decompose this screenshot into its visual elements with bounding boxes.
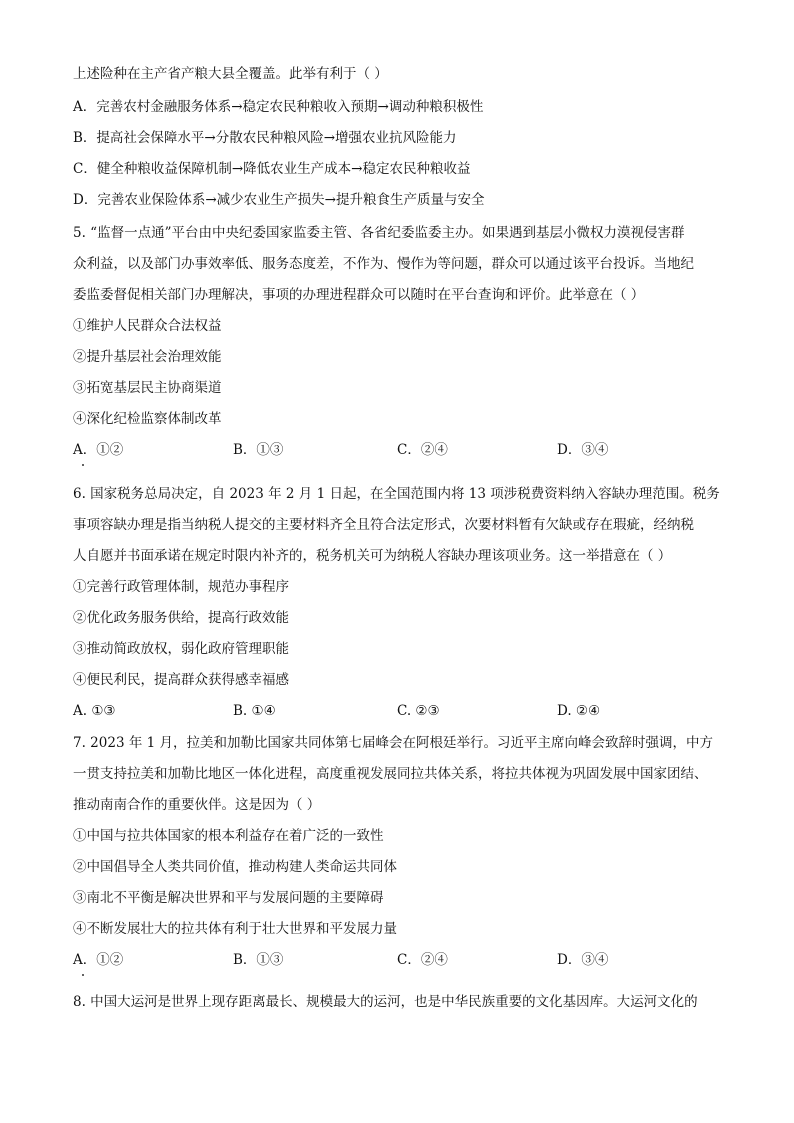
q7-choice-a: A．①②: [73, 952, 124, 968]
q6-stem-line-1: 6. 国家税务总局决定，自 2023 年 2 月 1 日起，在全国范围内将 13 项涉税费资料纳入容缺办理范围。税务: [73, 486, 720, 502]
q7-stem-line-1: 7. 2023 年 1 月，拉美和加勒比国家共同体第七届峰会在阿根廷举行。习近平主席向峰会致辞时强调，中方: [73, 735, 713, 751]
q6-item-1: ①完善行政管理体制，规范办事程序: [73, 579, 289, 595]
q7-item-2: ②中国倡导全人类共同价值，推动构建人类命运共同体: [73, 859, 397, 875]
q7-stem-line-3: 推动南南合作的重要伙伴。这是因为（ ）: [73, 797, 321, 813]
q7-item-1: ①中国与拉共体国家的根本利益存在着广泛的一致性: [73, 828, 384, 844]
q4-option-c: C．健全种粮收益保障机制→降低农业生产成本→稳定农民种粮收益: [73, 161, 471, 177]
q5-choice-d: D．③④: [557, 442, 609, 458]
q7-choice-d: D．③④: [557, 952, 609, 968]
q8-stem-line-1: 8. 中国大运河是世界上现存距离最长、规模最大的运河，也是中华民族重要的文化基因库。大运河文化的: [73, 994, 698, 1010]
q5-item-2: ②提升基层社会治理效能: [73, 349, 222, 365]
q6-item-2: ②优化政务服务供给，提高行政效能: [73, 610, 289, 626]
stray-dot-mark: [82, 974, 84, 976]
q6-item-4: ④便民利民，提高群众获得感幸福感: [73, 672, 289, 688]
q7-choice-c: C．②④: [397, 952, 448, 968]
stray-dot-mark: [82, 464, 84, 466]
q6-choice-b: B. ①④: [233, 703, 276, 719]
q7-choice-b: B．①③: [233, 952, 284, 968]
q5-choice-a: A．①②: [73, 442, 124, 458]
q5-choice-b: B．①③: [233, 442, 284, 458]
q4-option-b: B．提高社会保障水平→分散农民种粮风险→增强农业抗风险能力: [73, 130, 457, 146]
q7-stem-line-2: 一贯支持拉美和加勒比地区一体化进程，高度重视发展同拉共体关系，将拉共体视为巩固发展中国家团结、: [73, 766, 708, 782]
q5-stem-line-1: 5. “监督一点通”平台由中央纪委国家监委主管、各省纪委监委主办。如果遇到基层小微权力漠视侵害群: [73, 225, 685, 241]
q6-choice-c: C. ②③: [397, 703, 440, 719]
q5-stem-line-2: 众利益，以及部门办事效率低、服务态度差，不作为、慢作为等问题，群众可以通过该平台投诉。当地纪: [73, 256, 694, 272]
q6-item-3: ③推动简政放权，弱化政府管理职能: [73, 641, 289, 657]
q5-item-3: ③拓宽基层民主协商渠道: [73, 380, 222, 396]
q4-option-d: D．完善农业保险体系→减少农业生产损失→提升粮食生产质量与安全: [73, 192, 485, 208]
q5-choice-c: C．②④: [397, 442, 448, 458]
q6-choice-a: A. ①③: [73, 703, 116, 719]
q4-stem-tail: 上述险种在主产省产粮大县全覆盖。此举有利于（ ）: [73, 66, 388, 82]
q5-item-4: ④深化纪检监察体制改革: [73, 411, 222, 427]
q7-item-3: ③南北不平衡是解决世界和平与发展问题的主要障碍: [73, 890, 384, 906]
q4-option-a: A．完善农村金融服务体系→稳定农民种粮收入预期→调动种粮积极性: [73, 99, 484, 115]
q5-item-1: ①维护人民群众合法权益: [73, 318, 222, 334]
q6-stem-line-3: 人自愿并书面承诺在规定时限内补齐的，税务机关可为纳税人容缺办理该项业务。这一举措意在（ ）: [73, 548, 672, 564]
q7-item-4: ④不断发展壮大的拉共体有利于壮大世界和平发展力量: [73, 921, 397, 937]
q6-stem-line-2: 事项容缺办理是指当纳税人提交的主要材料齐全且符合法定形式，次要材料暂有欠缺或存在瑕疵，经纳税: [73, 517, 694, 533]
q6-choice-d: D. ②④: [557, 703, 601, 719]
q5-stem-line-3: 委监委督促相关部门办理解决，事项的办理进程群众可以随时在平台查询和评价。此举意在（ ）: [73, 287, 645, 303]
